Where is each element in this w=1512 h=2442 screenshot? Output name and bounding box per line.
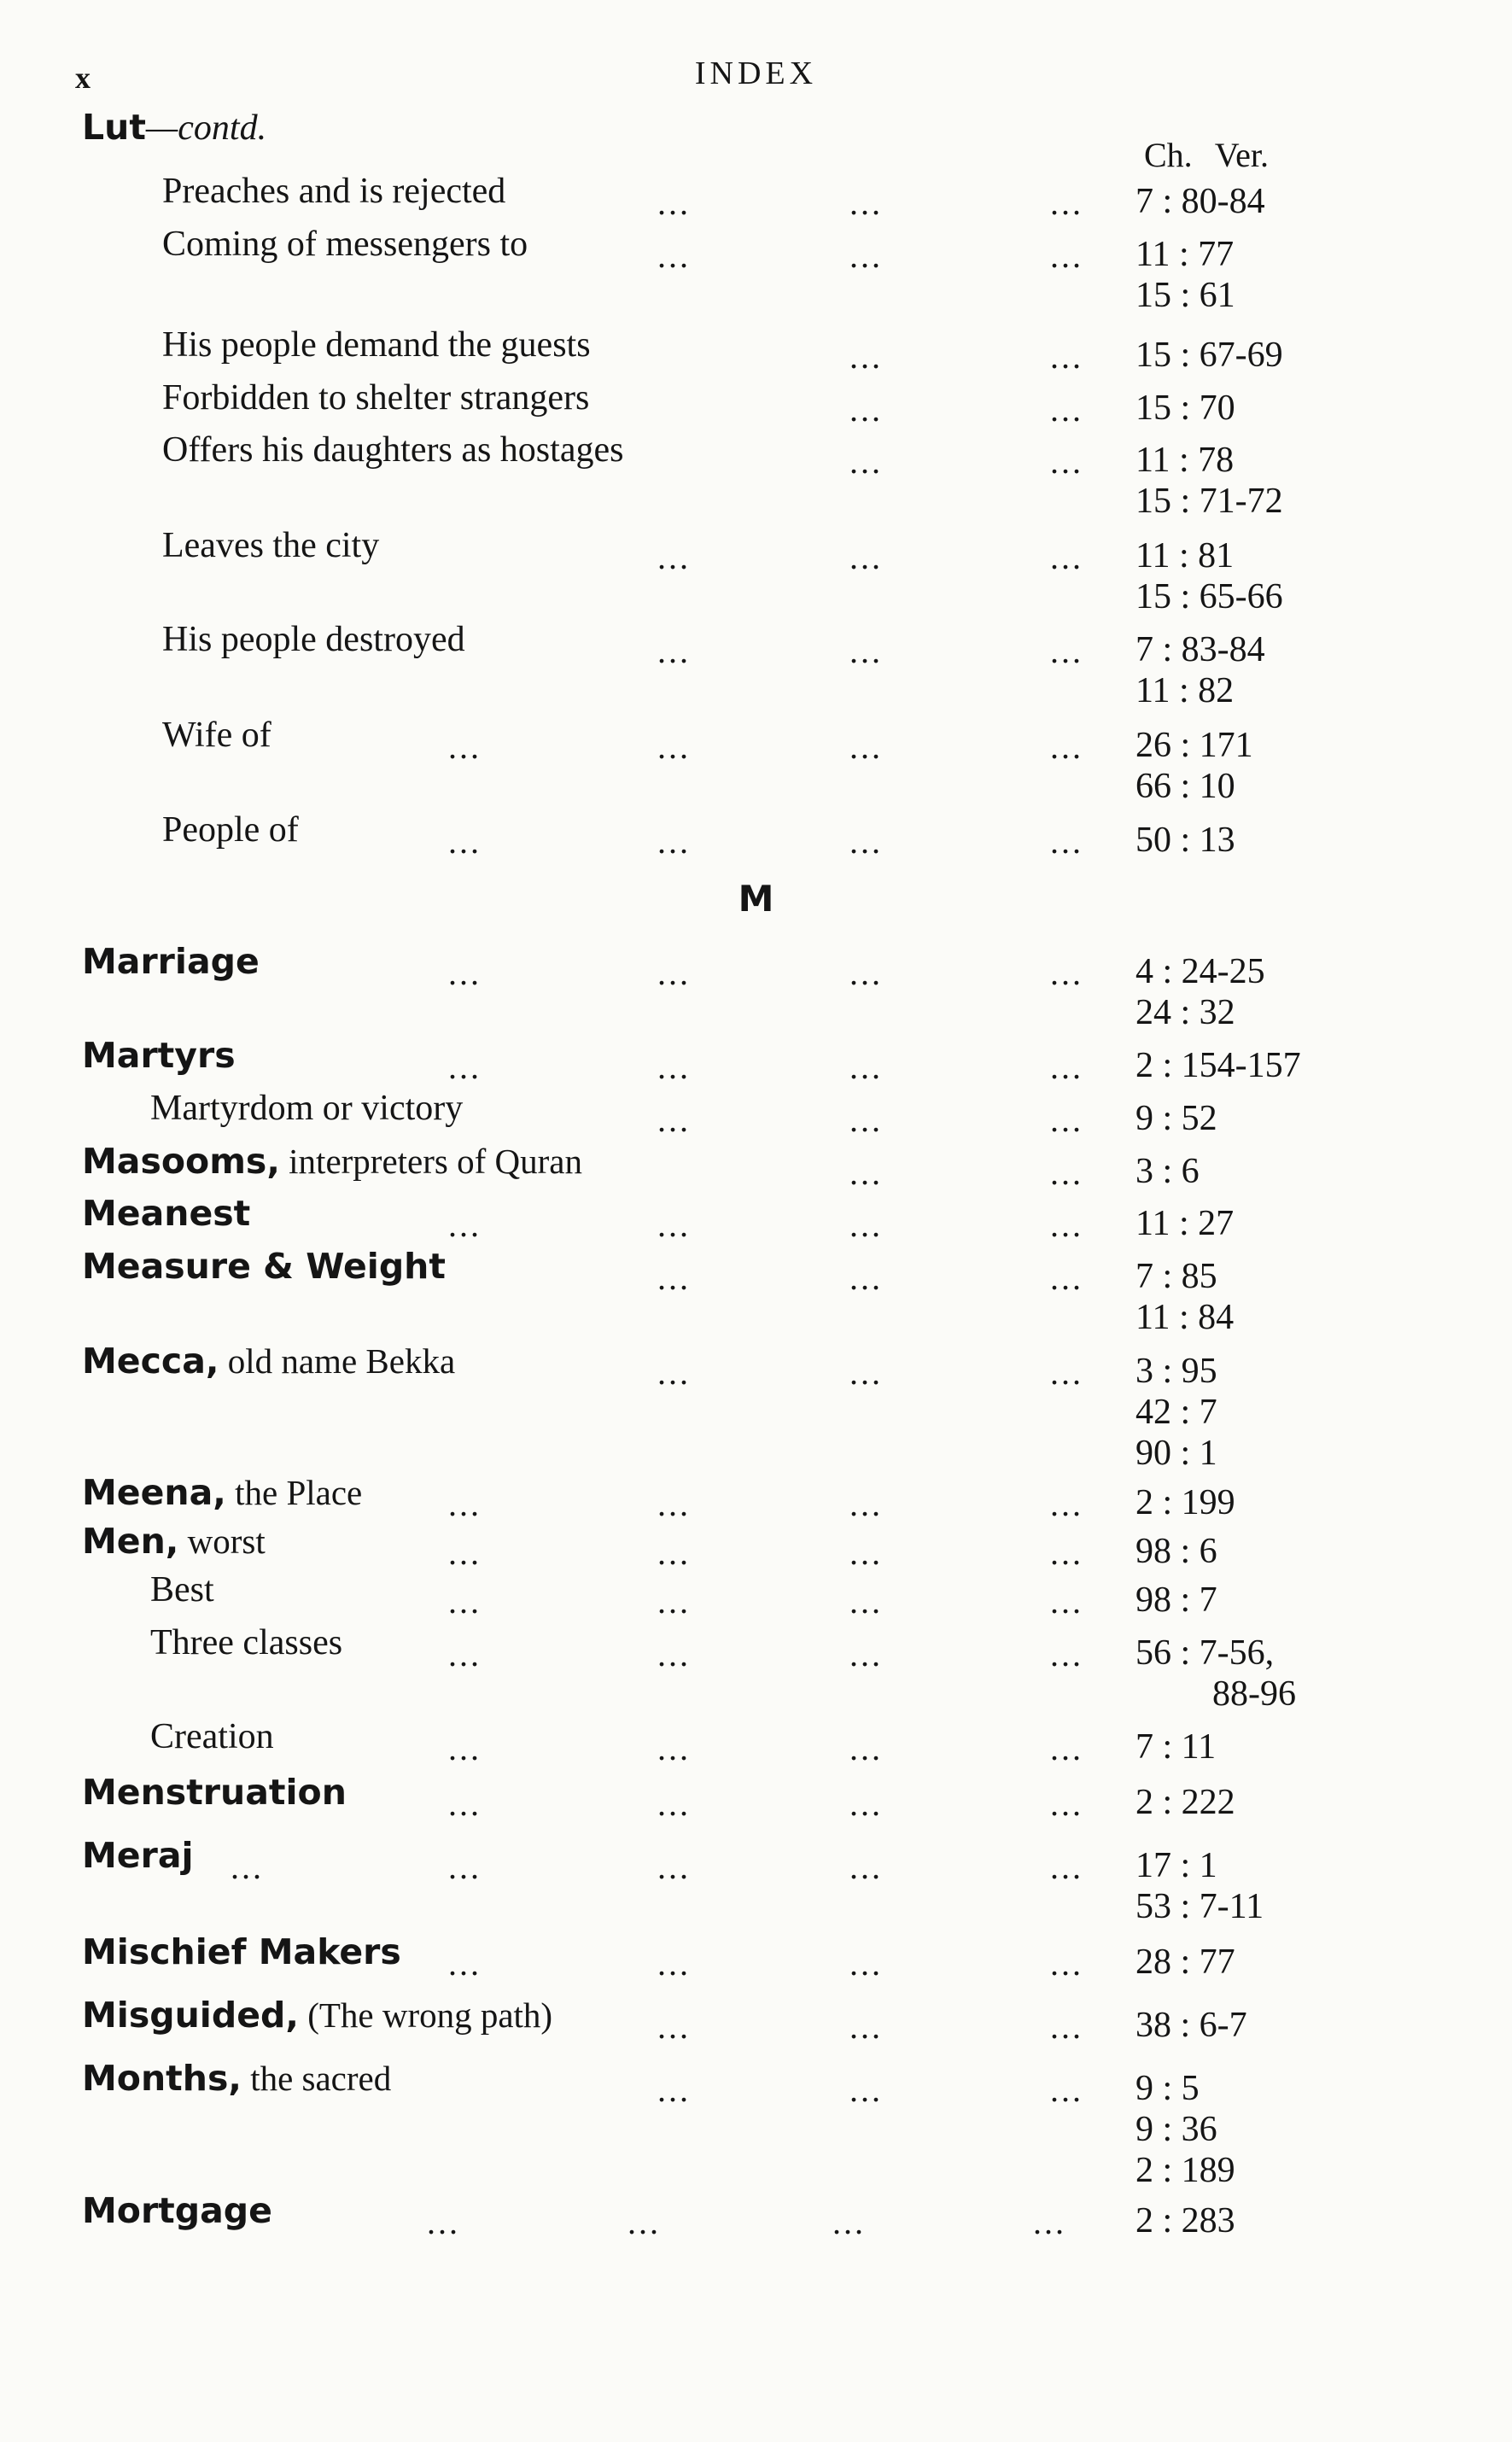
leader-dots: ... bbox=[1050, 1206, 1083, 1244]
leader-dots: ... bbox=[657, 1048, 691, 1086]
leader-dots: ... bbox=[657, 1729, 691, 1767]
leader-dots: ... bbox=[849, 2007, 883, 2046]
leader-dots: ... bbox=[849, 1582, 883, 1621]
leader-dots: ... bbox=[448, 1206, 482, 1244]
entry-references bbox=[1135, 1633, 1296, 1715]
reference: 26 : 171 bbox=[1135, 726, 1253, 765]
leader-dots: ... bbox=[231, 1848, 264, 1886]
leader-dots: ... bbox=[1050, 1259, 1083, 1297]
entry-label: Three classes bbox=[150, 1623, 343, 1662]
leader-dots: ... bbox=[849, 1534, 883, 1572]
leader-dots: ... bbox=[657, 1259, 691, 1297]
leader-dots: ... bbox=[1050, 2007, 1083, 2046]
entry-label: Menstruation bbox=[82, 1772, 347, 1813]
reference: 7 : 80-84 bbox=[1135, 182, 1265, 221]
leader-dots: ... bbox=[448, 1785, 482, 1823]
leader-dots: ... bbox=[849, 2071, 883, 2109]
reference: 98 : 6 bbox=[1135, 1532, 1217, 1571]
entry-label: Offers his daughters as hostages bbox=[162, 430, 624, 470]
reference: 4 : 24-25 bbox=[1135, 952, 1265, 991]
reference: 15 : 70 bbox=[1135, 388, 1235, 428]
entry-label: Meena, the Place bbox=[82, 1472, 363, 1513]
reference: 50 : 13 bbox=[1135, 821, 1235, 860]
leader-dots: ... bbox=[657, 1206, 691, 1244]
entry-references bbox=[1135, 1045, 1301, 1086]
reference: 2 : 189 bbox=[1135, 2151, 1235, 2190]
leader-dots: ... bbox=[628, 2203, 661, 2241]
leader-dots: ... bbox=[448, 1534, 482, 1572]
page-header bbox=[0, 53, 1512, 104]
leader-dots: ... bbox=[1050, 1944, 1083, 1983]
entry-label: Mortgage bbox=[82, 2190, 272, 2231]
leader-dots: ... bbox=[1050, 1154, 1083, 1192]
leader-dots: ... bbox=[657, 1485, 691, 1523]
leader-dots: ... bbox=[657, 1582, 691, 1621]
entry-references bbox=[1135, 1845, 1264, 1927]
reference: 15 : 71-72 bbox=[1135, 482, 1283, 521]
entry-label: Months, the sacred bbox=[82, 2058, 392, 2099]
entry-references bbox=[1135, 951, 1265, 1033]
reference: 38 : 6-7 bbox=[1135, 2006, 1247, 2045]
reference: 7 : 83-84 bbox=[1135, 630, 1265, 669]
leader-dots: ... bbox=[1050, 1534, 1083, 1572]
leader-dots: ... bbox=[1050, 2071, 1083, 2109]
entry-label: Leaves the city bbox=[162, 526, 380, 565]
leader-dots: ... bbox=[448, 822, 482, 861]
leader-dots: ... bbox=[448, 1635, 482, 1674]
section-head: Lut—contd. bbox=[82, 107, 267, 148]
reference: 53 : 7-11 bbox=[1135, 1887, 1264, 1926]
entry-references bbox=[1135, 1351, 1217, 1474]
chapter-column-header: Ch. bbox=[1144, 136, 1193, 174]
entry-label: Marriage bbox=[82, 941, 260, 982]
entry-references bbox=[1135, 2005, 1247, 2046]
leader-dots: ... bbox=[849, 1485, 883, 1523]
leader-dots: ... bbox=[1033, 2203, 1066, 2241]
entry-references bbox=[1135, 1726, 1216, 1767]
leader-dots: ... bbox=[849, 1206, 883, 1244]
leader-dots: ... bbox=[448, 727, 482, 766]
reference: 2 : 154-157 bbox=[1135, 1046, 1301, 1085]
leader-dots: ... bbox=[1050, 1485, 1083, 1523]
leader-dots: ... bbox=[1050, 390, 1083, 429]
entry-references bbox=[1135, 629, 1265, 711]
leader-dots: ... bbox=[1050, 1353, 1083, 1392]
entry-label: People of bbox=[162, 810, 299, 850]
leader-dots: ... bbox=[849, 337, 883, 376]
entry-label: His people destroyed bbox=[162, 620, 465, 659]
leader-dots: ... bbox=[448, 1848, 482, 1886]
entry-references bbox=[1135, 388, 1235, 429]
entry-references bbox=[1135, 820, 1235, 861]
leader-dots: ... bbox=[1050, 184, 1083, 222]
entry-label: Mecca, old name Bekka bbox=[82, 1341, 456, 1382]
leader-dots: ... bbox=[849, 442, 883, 481]
leader-dots: ... bbox=[849, 1729, 883, 1767]
leader-dots: ... bbox=[1050, 727, 1083, 766]
entry-references bbox=[1135, 535, 1283, 617]
leader-dots: ... bbox=[657, 1353, 691, 1392]
leader-dots: ... bbox=[849, 1848, 883, 1886]
entry-references bbox=[1135, 335, 1283, 376]
reference: 28 : 77 bbox=[1135, 1942, 1235, 1982]
entry-references bbox=[1135, 1203, 1234, 1244]
page-number: x bbox=[75, 61, 90, 95]
reference: 15 : 65-66 bbox=[1135, 577, 1283, 616]
leader-dots: ... bbox=[849, 1785, 883, 1823]
entry-label: Masooms, interpreters of Quran bbox=[82, 1141, 582, 1182]
entry-label: His people demand the guests bbox=[162, 325, 591, 365]
column-headers bbox=[1144, 135, 1291, 175]
entry-references bbox=[1135, 1482, 1235, 1523]
leader-dots: ... bbox=[849, 390, 883, 429]
entry-label: Martyrs bbox=[82, 1035, 236, 1076]
leader-dots: ... bbox=[849, 1259, 883, 1297]
leader-dots: ... bbox=[1050, 822, 1083, 861]
reference: 17 : 1 bbox=[1135, 1846, 1217, 1885]
entry-references bbox=[1135, 1782, 1235, 1823]
entry-references bbox=[1135, 440, 1283, 522]
entry-label: Misguided, (The wrong path) bbox=[82, 1995, 553, 2036]
reference: 7 : 85 bbox=[1135, 1257, 1217, 1296]
reference: 88-96 bbox=[1212, 1674, 1296, 1714]
leader-dots: ... bbox=[849, 538, 883, 576]
leader-dots: ... bbox=[1050, 954, 1083, 992]
entry-references bbox=[1135, 2068, 1235, 2191]
leader-dots: ... bbox=[849, 1353, 883, 1392]
entry-references bbox=[1135, 1151, 1200, 1192]
entry-references bbox=[1135, 234, 1235, 316]
leader-dots: ... bbox=[657, 2007, 691, 2046]
reference: 15 : 61 bbox=[1135, 276, 1235, 315]
running-title: INDEX bbox=[694, 56, 818, 91]
reference: 11 : 82 bbox=[1135, 671, 1235, 710]
leader-dots: ... bbox=[657, 2071, 691, 2109]
leader-dots: ... bbox=[1050, 1729, 1083, 1767]
leader-dots: ... bbox=[657, 727, 691, 766]
reference: 2 : 199 bbox=[1135, 1483, 1235, 1522]
leader-dots: ... bbox=[849, 184, 883, 222]
entry-references bbox=[1135, 1942, 1235, 1983]
leader-dots: ... bbox=[849, 1101, 883, 1139]
reference: 56 : 7-56, bbox=[1135, 1633, 1275, 1673]
leader-dots: ... bbox=[849, 954, 883, 992]
leader-dots: ... bbox=[1050, 1848, 1083, 1886]
reference: 15 : 67-69 bbox=[1135, 336, 1283, 375]
entry-references bbox=[1135, 2200, 1235, 2241]
leader-dots: ... bbox=[1050, 442, 1083, 481]
leader-dots: ... bbox=[448, 1485, 482, 1523]
leader-dots: ... bbox=[1050, 237, 1083, 275]
entry-label: Meanest bbox=[82, 1193, 251, 1234]
reference: 3 : 95 bbox=[1135, 1352, 1217, 1391]
leader-dots: ... bbox=[1050, 337, 1083, 376]
leader-dots: ... bbox=[1050, 1635, 1083, 1674]
entry-label: Meraj bbox=[82, 1835, 194, 1876]
entry-references bbox=[1135, 1580, 1217, 1621]
entry-label: Mischief Makers bbox=[82, 1931, 401, 1972]
entry-label: Best bbox=[150, 1570, 214, 1610]
leader-dots: ... bbox=[448, 1048, 482, 1086]
entry-references bbox=[1135, 725, 1253, 807]
leader-dots: ... bbox=[657, 1534, 691, 1572]
leader-dots: ... bbox=[657, 184, 691, 222]
leader-dots: ... bbox=[657, 1101, 691, 1139]
leader-dots: ... bbox=[849, 1048, 883, 1086]
leader-dots: ... bbox=[657, 1848, 691, 1886]
entry-label: Wife of bbox=[162, 716, 271, 755]
leader-dots: ... bbox=[657, 538, 691, 576]
leader-dots: ... bbox=[657, 632, 691, 670]
leader-dots: ... bbox=[1050, 1101, 1083, 1139]
leader-dots: ... bbox=[657, 1944, 691, 1983]
entry-label: Creation bbox=[150, 1717, 274, 1756]
reference: 7 : 11 bbox=[1135, 1727, 1217, 1767]
leader-dots: ... bbox=[1050, 1785, 1083, 1823]
leader-dots: ... bbox=[427, 2203, 460, 2241]
reference: 98 : 7 bbox=[1135, 1580, 1217, 1620]
leader-dots: ... bbox=[448, 954, 482, 992]
leader-dots: ... bbox=[1050, 538, 1083, 576]
leader-dots: ... bbox=[849, 1154, 883, 1192]
leader-dots: ... bbox=[657, 954, 691, 992]
leader-dots: ... bbox=[832, 2203, 866, 2241]
reference: 2 : 222 bbox=[1135, 1783, 1235, 1822]
leader-dots: ... bbox=[849, 822, 883, 861]
reference: 11 : 27 bbox=[1135, 1204, 1235, 1243]
leader-dots: ... bbox=[448, 1582, 482, 1621]
entry-label: Forbidden to shelter strangers bbox=[162, 378, 590, 418]
reference: 24 : 32 bbox=[1135, 993, 1235, 1032]
reference: 66 : 10 bbox=[1135, 767, 1235, 806]
leader-dots: ... bbox=[1050, 1582, 1083, 1621]
reference: 42 : 7 bbox=[1135, 1393, 1217, 1432]
leader-dots: ... bbox=[849, 632, 883, 670]
entry-label: Coming of messengers to bbox=[162, 225, 528, 264]
entry-references bbox=[1135, 1098, 1217, 1139]
leader-dots: ... bbox=[849, 1635, 883, 1674]
leader-dots: ... bbox=[1050, 1048, 1083, 1086]
verse-column-header: Ver. bbox=[1214, 136, 1270, 174]
reference: 9 : 36 bbox=[1135, 2110, 1217, 2149]
reference: 3 : 6 bbox=[1135, 1152, 1200, 1191]
leader-dots: ... bbox=[849, 1944, 883, 1983]
leader-dots: ... bbox=[448, 1944, 482, 1983]
leader-dots: ... bbox=[657, 237, 691, 275]
leader-dots: ... bbox=[657, 1785, 691, 1823]
entry-label: Men, worst bbox=[82, 1521, 266, 1562]
entry-references bbox=[1135, 181, 1265, 222]
entry-label: Measure & Weight bbox=[82, 1246, 446, 1287]
leader-dots: ... bbox=[849, 727, 883, 766]
leader-dots: ... bbox=[448, 1729, 482, 1767]
reference: 11 : 84 bbox=[1135, 1298, 1235, 1337]
letter-heading: M bbox=[738, 878, 774, 920]
entry-references bbox=[1135, 1256, 1234, 1338]
reference: 11 : 81 bbox=[1135, 536, 1235, 575]
reference: 11 : 77 bbox=[1135, 235, 1235, 274]
reference: 11 : 78 bbox=[1135, 441, 1235, 480]
leader-dots: ... bbox=[657, 1635, 691, 1674]
reference: 90 : 1 bbox=[1135, 1434, 1217, 1473]
entry-label: Preaches and is rejected bbox=[162, 172, 506, 211]
entry-label: Martyrdom or victory bbox=[150, 1089, 464, 1128]
reference: 9 : 52 bbox=[1135, 1099, 1217, 1138]
leader-dots: ... bbox=[1050, 632, 1083, 670]
reference: 9 : 5 bbox=[1135, 2069, 1200, 2108]
leader-dots: ... bbox=[849, 237, 883, 275]
reference: 2 : 283 bbox=[1135, 2201, 1235, 2240]
entry-references bbox=[1135, 1531, 1217, 1572]
leader-dots: ... bbox=[657, 822, 691, 861]
